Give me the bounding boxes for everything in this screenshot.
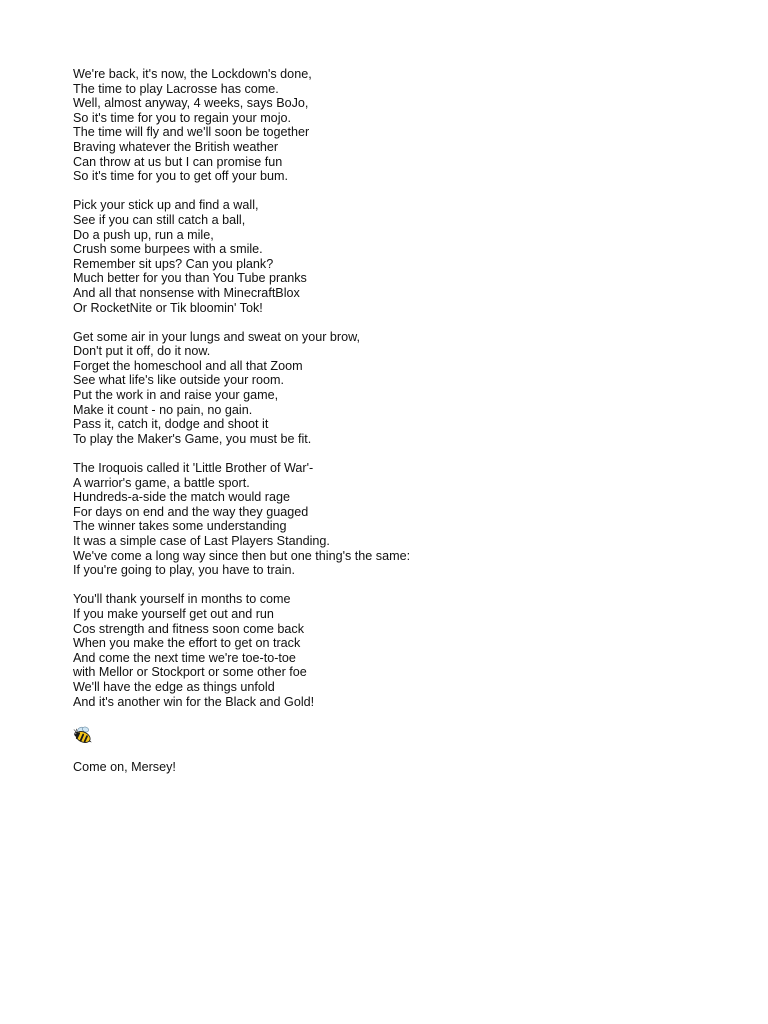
poem-line: The time to play Lacrosse has come. bbox=[73, 81, 279, 96]
poem-line: The Iroquois called it 'Little Brother of War'- bbox=[73, 461, 314, 476]
stanza-2 bbox=[73, 198, 713, 315]
poem-line: with Mellor or Stockport or some other foe bbox=[73, 665, 307, 680]
poem-line: Can throw at us but I can promise fun bbox=[73, 154, 283, 169]
poem-line: And come the next time we're toe-to-toe bbox=[73, 650, 296, 665]
poem-line: Crush some burpees with a smile. bbox=[73, 242, 263, 257]
closing-line: Come on, Mersey! bbox=[73, 760, 176, 775]
poem-line: For days on end and the way they guaged bbox=[73, 504, 309, 519]
poem-line: We'll have the edge as things unfold bbox=[73, 679, 275, 694]
poem-line: Pass it, catch it, dodge and shoot it bbox=[73, 417, 269, 432]
poem-line: So it's time for you to get off your bum. bbox=[73, 169, 288, 184]
poem-line: If you make yourself get out and run bbox=[73, 606, 274, 621]
bee-icon bbox=[73, 725, 93, 745]
poem-document bbox=[73, 67, 713, 775]
stanza-4 bbox=[73, 461, 713, 578]
poem-line: So it's time for you to regain your mojo. bbox=[73, 110, 291, 125]
poem-line: See what life's like outside your room. bbox=[73, 373, 285, 388]
stanza-5 bbox=[73, 592, 713, 709]
poem-line: To play the Maker's Game, you must be fit. bbox=[73, 431, 312, 446]
poem-line: You'll thank yourself in months to come bbox=[73, 592, 291, 607]
poem-line: Well, almost anyway, 4 weeks, says BoJo, bbox=[73, 96, 309, 111]
poem-line: The winner takes some understanding bbox=[73, 519, 287, 534]
poem-line: Do a push up, run a mile, bbox=[73, 227, 214, 242]
poem-line: And it's another win for the Black and Gold! bbox=[73, 694, 315, 709]
poem-line: Much better for you than You Tube pranks bbox=[73, 271, 307, 286]
poem-line: Don't put it off, do it now. bbox=[73, 344, 211, 359]
bee-emoji-row bbox=[73, 725, 713, 745]
poem-line: Cos strength and fitness soon come back bbox=[73, 621, 305, 636]
poem-line: It was a simple case of Last Players Standing. bbox=[73, 534, 330, 548]
poem-line: Braving whatever the British weather bbox=[73, 139, 279, 154]
stanza-3 bbox=[73, 330, 713, 447]
poem-line: Pick your stick up and find a wall, bbox=[73, 198, 259, 213]
poem-line: When you make the effort to get on track bbox=[73, 636, 301, 651]
stanza-1 bbox=[73, 67, 713, 184]
poem-line: The time will fly and we'll soon be together bbox=[73, 125, 310, 140]
poem-line: Make it count - no pain, no gain. bbox=[73, 402, 253, 417]
poem-line: Get some air in your lungs and sweat on your brow, bbox=[73, 329, 361, 344]
poem-line: A warrior's game, a battle sport. bbox=[73, 475, 250, 490]
poem-line: See if you can still catch a ball, bbox=[73, 212, 246, 227]
poem-line: Put the work in and raise your game, bbox=[73, 388, 279, 403]
poem-line: If you're going to play, you have to train. bbox=[73, 563, 295, 578]
poem-line: Or RocketNite or Tik bloomin' Tok! bbox=[73, 300, 263, 315]
poem-line: Hundreds-a-side the match would rage bbox=[73, 490, 291, 505]
poem-line: Forget the homeschool and all that Zoom bbox=[73, 358, 303, 373]
poem-line: Remember sit ups? Can you plank? bbox=[73, 256, 274, 271]
poem-line: We're back, it's now, the Lockdown's done, bbox=[73, 67, 312, 81]
poem-line: And all that nonsense with MinecraftBlox bbox=[73, 285, 300, 300]
poem-line: We've come a long way since then but one thing's the same: bbox=[73, 548, 411, 563]
